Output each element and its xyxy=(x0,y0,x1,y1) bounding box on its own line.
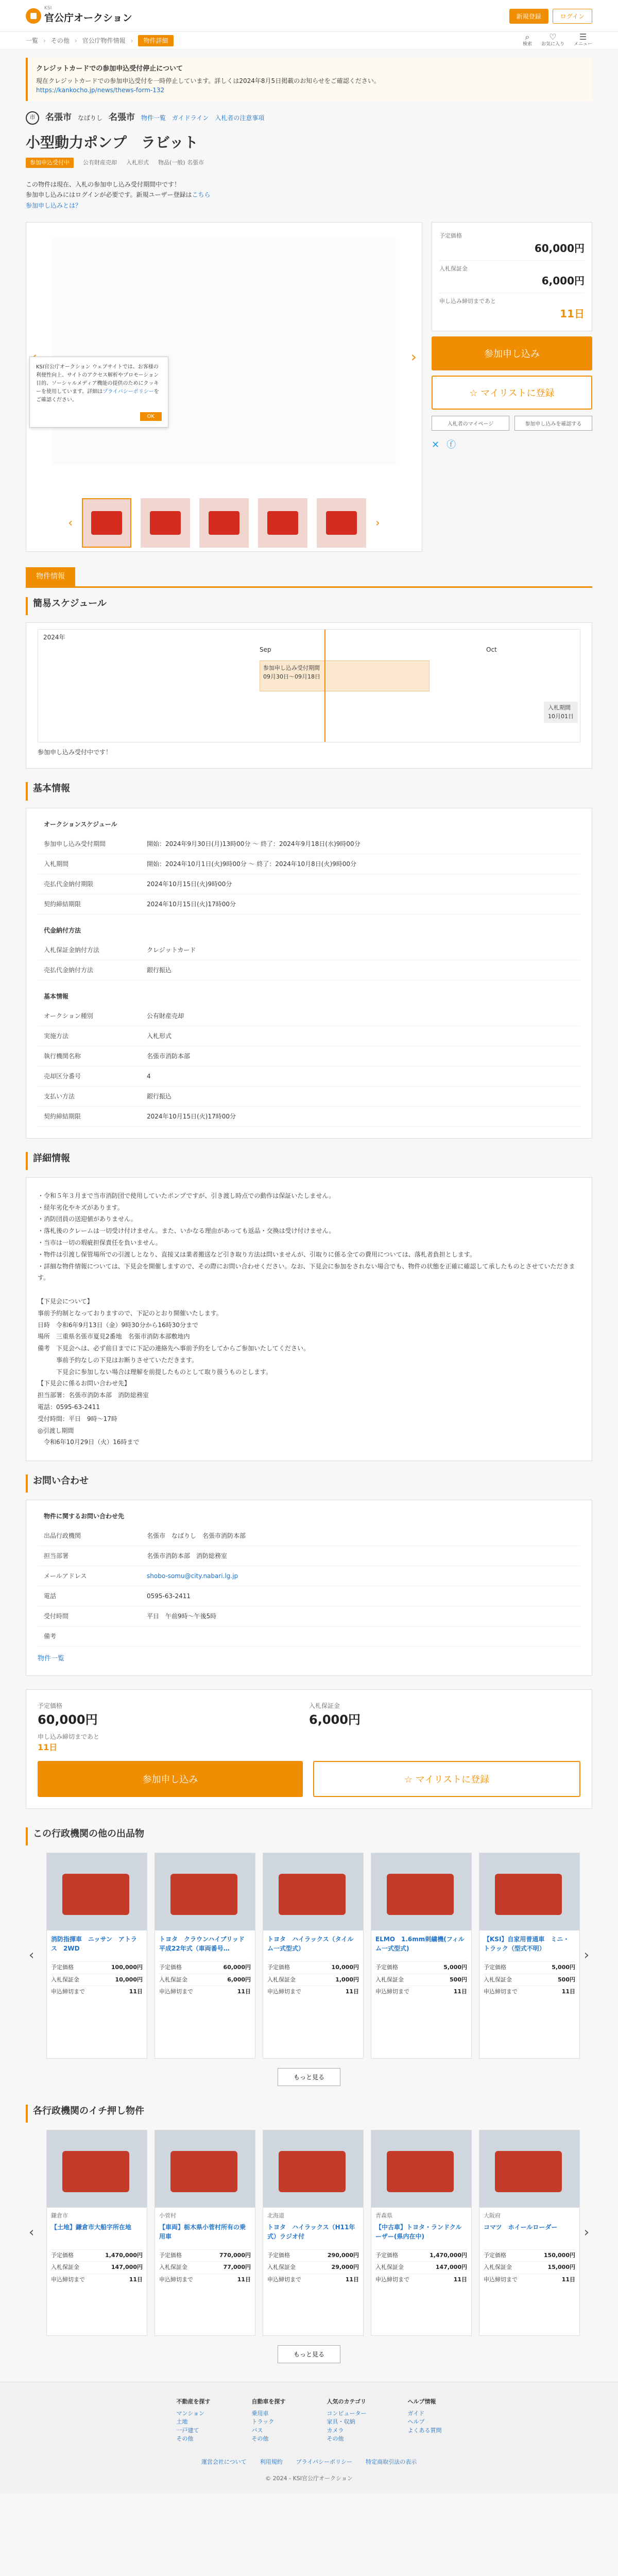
detail-line: ・落札後のクレームは一切受け付けません。また、いかなる理由があっても返品・交換は受け付けません。 xyxy=(38,1227,335,1235)
row-key: 支払い方法 xyxy=(38,1086,141,1106)
row-key: 受付時間 xyxy=(38,1606,141,1626)
footer xyxy=(0,2382,618,2494)
detail-line: 受付時間：平日 9時～17時 xyxy=(38,1415,117,1422)
deposit-price: 6,000円 xyxy=(541,275,585,287)
item-image xyxy=(479,2130,579,2208)
card-title: 消防指揮車 ニッサン アトラス 2WD xyxy=(51,1936,137,1953)
table-row xyxy=(38,1066,580,1086)
carousel-next-icon[interactable]: › xyxy=(583,2225,589,2241)
other-items-title: この行政機関の他の出品物 xyxy=(26,1827,592,1845)
basic-title: 基本情報 xyxy=(26,782,592,800)
tag-method: 入札形式 xyxy=(126,159,149,166)
footer-link[interactable]: 土地 xyxy=(176,2418,188,2426)
card-value: 500円 xyxy=(450,1976,467,1983)
item-card[interactable]: トヨタ クラウンハイブリッド 平成22年式（車両番号… 予定価格 60,000円 入札保証金 6,000円 申込締切まで 11日 xyxy=(154,1853,255,2059)
card-value: 147,000円 xyxy=(435,2264,467,2271)
detail-line: 事前予約なしの下見はお断りさせていただきます。 xyxy=(38,1356,198,1364)
item-card[interactable]: 消防指揮車 ニッサン アトラス 2WD 予定価格 100,000円 入札保証金 10,000円 申込締切まで 11日 xyxy=(46,1853,147,2059)
card-value: 500円 xyxy=(558,1976,575,1983)
city-seal-icon: 市 xyxy=(26,111,39,125)
card-value: 11日 xyxy=(345,1988,359,1995)
footer-link[interactable]: トラック xyxy=(251,2418,274,2426)
footer-link[interactable]: よくある質問 xyxy=(407,2427,442,2434)
card-title: 【車両】栃木県小菅村所有の乗用車 xyxy=(159,2223,246,2240)
basic-info xyxy=(26,808,592,1139)
footer-link[interactable]: カメラ xyxy=(327,2427,344,2434)
cookie-ok-button[interactable]: OK xyxy=(140,412,162,421)
row-key: 実施方法 xyxy=(38,1026,141,1046)
card-value: 1,470,000円 xyxy=(105,2251,143,2259)
row-key: メールアドレス xyxy=(38,1566,141,1586)
card-value: 11日 xyxy=(237,1988,251,1995)
table-row xyxy=(38,1546,580,1566)
table-row xyxy=(38,1106,580,1126)
row-key: 備考 xyxy=(38,1626,141,1647)
detail-line: 備考 下見会へは、必ず前日までに下記の連絡先へ事前予約をしてからご参加いたしてください。 xyxy=(38,1345,310,1352)
table-row xyxy=(38,894,580,914)
heart-icon: ♡ xyxy=(549,32,557,42)
cookie-dialog: KSI官公庁オークション ウェブサイトでは、お客様の利便性向上、サイトのアクセス解析やプロモーション目的、ソーシャルメディア機能の提供のためにクッキーを使用しています。詳細はプライバシーポリシーをご確認ください。 OK xyxy=(29,357,168,428)
org-link-guide[interactable]: ガイドライン xyxy=(172,114,209,122)
bottom-mylist-button[interactable]: ☆ マイリストに登録 xyxy=(313,1761,580,1797)
detail-line: 事前予約制となっておりますので、下記のとおり開催いたします。 xyxy=(38,1309,222,1317)
register-link[interactable]: こちら xyxy=(192,191,211,199)
logo-text: 官公庁オークション xyxy=(44,12,132,24)
thumbnail[interactable] xyxy=(82,498,131,548)
tab-item-info[interactable]: 物件情報 xyxy=(26,567,75,586)
schedule-title: 簡易スケジュール xyxy=(26,597,592,615)
notice-body: 現在クレジットカードでの参加申込受付を一時停止しています。詳しくは2024年8月5日掲載のお知らせをご確認ください。 xyxy=(36,77,380,84)
privacy-link[interactable]: プライバシーポリシー xyxy=(102,389,154,395)
other-items-carousel xyxy=(26,1853,592,2059)
item-image xyxy=(479,1853,579,1930)
favorite-icon-button[interactable]: ♡ お気に入り xyxy=(541,32,564,47)
footer-link[interactable]: バス xyxy=(251,2427,263,2434)
bottom-action-box: 予定価格 60,000円 入札保証金 6,000円 申し込み締切まであと 11日 参加申し込み ☆ マイリストに登録 xyxy=(26,1689,592,1809)
row-value: 名張市消防本部 消防総務室 xyxy=(141,1546,580,1566)
notice-link[interactable]: https://kankocho.jp/news/thews-form-132 xyxy=(36,86,165,94)
row-value: 4 xyxy=(141,1066,580,1086)
detail-line: 【下見会に係るお問い合わせ先】 xyxy=(38,1380,131,1387)
thumbnail[interactable] xyxy=(141,498,190,548)
footer-column: 人気のカテゴリ コンピューター 家具・収納 カメラ その他 xyxy=(327,2398,367,2444)
footer-link[interactable]: ガイド xyxy=(407,2410,425,2417)
detail-line: 【下見会について】 xyxy=(38,1297,93,1305)
footer-link[interactable]: その他 xyxy=(251,2435,269,2443)
month-sep: Sep xyxy=(260,646,271,654)
card-value: 11日 xyxy=(237,2276,251,2283)
card-value: 11日 xyxy=(561,1988,575,1995)
more-button[interactable]: もっと見る xyxy=(278,2345,340,2363)
detail-info xyxy=(26,1177,592,1462)
detail-line: ・令和５年３月まで当市消防団で使用していたポンプですが、引き渡し時点での動作は保証いたしません。 xyxy=(38,1192,335,1199)
table-row xyxy=(38,1586,580,1606)
row-value: 2024年10月15日(火)17時00分 xyxy=(141,894,580,914)
group-row: 基本情報 xyxy=(44,992,69,1000)
schedule-section xyxy=(26,622,592,769)
card-title: 【KSI】自家用普通車 ミニ・トラック（型式不明） xyxy=(484,1936,570,1953)
footer-column: 不動産を探す マンション 土地 一戸建て その他 xyxy=(177,2398,211,2444)
copyright: © 2024 - KSI官公庁オークション xyxy=(265,2475,353,2482)
row-key: 入札保証金納付方法 xyxy=(38,940,141,960)
bid-period-label: 入札期間 10月01日 xyxy=(544,702,578,723)
card-title: ELMO 1.6mm刺繍機(フィルム一式型式) xyxy=(375,1936,465,1953)
row-key: 契約締結期限 xyxy=(38,894,141,914)
card-org: 小菅村 xyxy=(159,2212,176,2219)
table-row xyxy=(38,1526,580,1546)
bottom-join-button[interactable]: 参加申し込み xyxy=(38,1761,303,1797)
card-value: 5,000円 xyxy=(552,1964,575,1971)
row-key: 売払代金納付期限 xyxy=(38,874,141,894)
item-card[interactable]: 大阪府 コマツ ホイールローダー 予定価格 150,000円 入札保証金 15,000円 申込締切まで 11日 xyxy=(479,2130,580,2336)
bottom-deposit: 6,000円 xyxy=(309,1712,360,1727)
card-value: 150,000円 xyxy=(543,2251,575,2259)
schedule-note: 参加申し込み受付中です！ xyxy=(38,749,112,756)
card-value: 5,000円 xyxy=(443,1964,467,1971)
item-list-link[interactable]: 物件一覧 xyxy=(38,1655,65,1663)
group-row: 代金納付方法 xyxy=(44,926,81,934)
next-arrow-icon[interactable]: › xyxy=(410,348,417,366)
detail-line: 令和6年10月29日（火）16時まで xyxy=(38,1438,140,1446)
main-image xyxy=(52,238,396,465)
item-image xyxy=(263,2130,363,2208)
tags xyxy=(26,158,592,168)
row-key: 担当部署 xyxy=(38,1546,141,1566)
card-value: 11日 xyxy=(345,2276,359,2283)
help-link[interactable]: 参加申し込みとは？ xyxy=(26,201,82,209)
card-value: 29,000円 xyxy=(331,2264,359,2271)
menu-icon-button[interactable]: ☰ メニュー xyxy=(573,32,592,47)
card-value: 6,000円 xyxy=(227,1976,251,1983)
footer-link[interactable]: 家具・収納 xyxy=(327,2418,355,2426)
login-button[interactable]: ログイン xyxy=(553,9,592,24)
table-row xyxy=(38,834,580,854)
card-value: 290,000円 xyxy=(327,2251,359,2259)
footer-link[interactable]: 運営会社について xyxy=(201,2458,247,2465)
card-title: トヨタ ハイラックス（H11年式）ラジオ付 xyxy=(267,2223,355,2240)
table-row xyxy=(38,1046,580,1066)
row-value: 名張市 なばりし 名張市消防本部 xyxy=(141,1526,580,1546)
crumb-3[interactable]: 官公庁物件情報 xyxy=(82,37,126,44)
row-value: 入札形式 xyxy=(141,1026,580,1046)
card-value: 11日 xyxy=(453,1988,467,1995)
item-card[interactable]: 鎌倉市 【土地】鎌倉市大船字所在地 予定価格 1,470,000円 入札保証金 147,000円 申込締切まで 11日 xyxy=(46,2130,147,2336)
org-name: 名張市 xyxy=(45,112,72,123)
bottom-start-price: 60,000円 xyxy=(38,1712,98,1727)
detail-line: 担当部署：名張市消防本部 消防総務室 xyxy=(38,1392,149,1399)
org-reading: なばりし xyxy=(78,114,103,122)
footer-link[interactable]: 特定商取引法の表示 xyxy=(366,2458,417,2465)
card-value: 770,000円 xyxy=(219,2251,251,2259)
item-image xyxy=(47,1853,147,1930)
search-icon-button[interactable]: ⌕ 検索 xyxy=(522,32,532,47)
footer-link[interactable]: 乗用車 xyxy=(251,2410,269,2417)
footer-link[interactable]: 利用規約 xyxy=(260,2458,283,2465)
thumbnail-strip xyxy=(26,498,422,548)
mypage-button[interactable]: 入札者のマイページ xyxy=(432,416,509,431)
item-image xyxy=(47,2130,147,2208)
table-row xyxy=(38,1626,580,1647)
row-key: 入札期間 xyxy=(38,854,141,874)
footer-column: 自動車を探す 乗用車 トラック バス その他 xyxy=(252,2398,286,2444)
twitter-icon[interactable]: ✕ xyxy=(432,439,440,450)
join-button[interactable]: 参加申し込み xyxy=(432,336,592,370)
item-card[interactable]: 小菅村 【車両】栃木県小菅村所有の乗用車 予定価格 770,000円 入札保証金 77,000円 申込締切まで 11日 xyxy=(154,2130,255,2336)
group-row: 物件に関するお問い合わせ先 xyxy=(44,1513,125,1520)
card-title: 【中古車】トヨタ・ランドクルーザー(県内在中) xyxy=(375,2223,462,2240)
org-link-notes[interactable]: 入札者の注意事項 xyxy=(215,114,265,122)
today-line xyxy=(324,630,325,742)
row-value: 2024年10月15日(火)9時00分 xyxy=(141,874,580,894)
start-price: 60,000円 xyxy=(534,242,585,255)
header xyxy=(0,0,618,32)
logo-small: KSI xyxy=(44,6,52,11)
item-image xyxy=(371,2130,471,2208)
card-title: トヨタ ハイラックス（タイルム一式型式） xyxy=(267,1936,354,1953)
row-value: 開始：2024年10月1日(火)9時00分 ～ 終了：2024年10月8日(火)9時00分 xyxy=(141,854,580,874)
crumb-current: 物件詳細 xyxy=(138,35,173,46)
card-value: 1,470,000円 xyxy=(430,2251,467,2259)
table-row xyxy=(38,1566,580,1586)
contact-info xyxy=(26,1500,592,1676)
table-row xyxy=(38,940,580,960)
detail-line: ・当市は一切の瑕疵担保責任を負いません。 xyxy=(38,1239,162,1246)
card-org: 鎌倉市 xyxy=(51,2212,68,2219)
logo-icon xyxy=(26,8,41,24)
card-title: 【土地】鎌倉市大船字所在地 xyxy=(51,2223,132,2231)
card-value: 11日 xyxy=(453,2276,467,2283)
crumb-1[interactable]: 一覧 xyxy=(26,37,39,44)
schedule-year: 2024年 xyxy=(43,634,65,641)
register-button[interactable]: 新規登録 xyxy=(509,9,548,24)
footer-link[interactable]: ヘルプ xyxy=(407,2418,425,2426)
row-key: 参加申し込み受付期間 xyxy=(38,834,141,854)
row-value: 2024年10月15日(火)17時00分 xyxy=(141,1106,580,1126)
carousel-next-icon[interactable]: › xyxy=(583,1947,589,1963)
row-key: 契約締結期限 xyxy=(38,1106,141,1126)
facebook-icon[interactable]: ⓕ xyxy=(447,439,456,450)
row-value[interactable]: shobo-somu@city.nabari.lg.jp xyxy=(141,1566,580,1586)
detail-line: ・物件は引渡し保管場所での引渡しとなり、直接又は業者搬送など引き取り方法は問いませんが、引取りに係る全ての費用については、落札者負担とします。 xyxy=(38,1250,476,1258)
thumbnail[interactable] xyxy=(258,498,307,548)
card-value: 10,000円 xyxy=(331,1964,359,1971)
table-row xyxy=(38,1026,580,1046)
month-oct: Oct xyxy=(486,646,497,654)
footer-link[interactable]: マンション xyxy=(176,2410,205,2417)
row-value: 銀行振込 xyxy=(141,960,580,980)
footer-link[interactable]: その他 xyxy=(176,2435,194,2443)
item-card[interactable]: 北海道 トヨタ ハイラックス（H11年式）ラジオ付 予定価格 290,000円 入札保証金 29,000円 申込締切まで 11日 xyxy=(263,2130,364,2336)
bottom-remaining: 11日 xyxy=(38,1742,58,1752)
row-value: クレジットカード xyxy=(141,940,580,960)
logo[interactable] xyxy=(26,6,132,26)
mylist-button[interactable]: ☆ マイリストに登録 xyxy=(432,376,592,410)
thumbnail[interactable] xyxy=(317,498,366,548)
notice-title: クレジットカードでの参加申込受付停止について xyxy=(36,65,183,73)
row-key: 出品行政機関 xyxy=(38,1526,141,1546)
detail-line: 電話：0595-63-2411 xyxy=(38,1403,100,1411)
group-row: オークションスケジュール xyxy=(44,820,117,828)
row-key: 電話 xyxy=(38,1586,141,1606)
remaining-days: 11日 xyxy=(560,307,585,320)
row-key: 売却区分番号 xyxy=(38,1066,141,1086)
table-row xyxy=(38,854,580,874)
item-card[interactable]: トヨタ ハイラックス（タイルム一式型式） 予定価格 10,000円 入札保証金 1,000円 申込締切まで 11日 xyxy=(263,1853,364,2059)
footer-link[interactable]: プライバシーポリシー xyxy=(296,2458,353,2465)
table-row xyxy=(38,874,580,894)
item-image xyxy=(155,2130,255,2208)
org-city: 名張市 xyxy=(109,112,135,123)
detail-title: 詳細情報 xyxy=(26,1152,592,1170)
table-row xyxy=(38,960,580,980)
pickup-carousel xyxy=(26,2130,592,2336)
detail-line: ・消防団員の送迎値がありません。 xyxy=(38,1215,137,1223)
card-value: 60,000円 xyxy=(223,1964,251,1971)
card-title: コマツ ホイールローダー xyxy=(484,2223,558,2231)
table-row xyxy=(38,1006,580,1026)
page-title: 小型動力ポンプ ラビット xyxy=(26,133,198,151)
item-image xyxy=(371,1853,471,1930)
card-value: 11日 xyxy=(129,2276,143,2283)
card-value: 15,000円 xyxy=(547,2264,575,2271)
row-value: 開始：2024年9月30日(月)13時00分 ～ 終了：2024年9月18日(水)9時00分 xyxy=(141,834,580,854)
card-value: 1,000円 xyxy=(335,1976,359,1983)
row-value: 0595-63-2411 xyxy=(141,1586,580,1606)
row-value: 名張市消防本部 xyxy=(141,1046,580,1066)
card-org: 北海道 xyxy=(267,2212,284,2219)
status-badge: 参加申込受付中 xyxy=(26,158,74,168)
star-icon: ☆ xyxy=(404,1774,416,1785)
thumbnail[interactable] xyxy=(199,498,249,548)
more-button[interactable]: もっと見る xyxy=(278,2068,340,2086)
org-link-list[interactable]: 物件一覧 xyxy=(141,114,166,122)
notice-banner xyxy=(26,58,592,101)
footer-column: ヘルプ情報 ガイド ヘルプ よくある質問 xyxy=(408,2398,442,2444)
menu-icon: ☰ xyxy=(579,32,587,42)
thumb-next-icon[interactable]: › xyxy=(375,516,380,530)
detail-line: ・経年劣化やキズがあります。 xyxy=(38,1204,124,1211)
table-row xyxy=(38,1086,580,1106)
row-key: 執行機関名称 xyxy=(38,1046,141,1066)
card-value: 147,000円 xyxy=(111,2264,143,2271)
price-box: 予定価格 60,000円 入札保証金 6,000円 申し込み締切まであと 11日 xyxy=(432,222,592,331)
detail-line: 日時 令和6年9月13日（金）9時30分から16時30分まで xyxy=(38,1321,198,1329)
intro-text: この物件は現在、入札の参加申し込み受付期間中です！ 参加申し込みにはログインが必要です。新規ユーザー登録はこちら 参加申し込みとは？ xyxy=(26,181,211,209)
card-value: 100,000円 xyxy=(111,1964,143,1971)
carousel-prev-icon[interactable]: ‹ xyxy=(29,2225,35,2241)
row-value: 銀行振込 xyxy=(141,1086,580,1106)
tag-type: 公有財産売却 xyxy=(83,159,117,166)
row-value xyxy=(141,1626,580,1647)
item-image xyxy=(155,1853,255,1930)
check-application-button[interactable]: 参加申し込みを確認する xyxy=(514,416,592,431)
card-org: 青森県 xyxy=(375,2212,392,2219)
item-card[interactable]: ELMO 1.6mm刺繍機(フィルム一式型式) 予定価格 5,000円 入札保証金 500円 申込締切まで 11日 xyxy=(371,1853,472,2059)
pickup-title: 各行政機関のイチ押し物件 xyxy=(26,2105,592,2123)
footer-link[interactable]: その他 xyxy=(327,2435,344,2443)
crumb-2[interactable]: その他 xyxy=(50,37,70,44)
card-org: 大阪府 xyxy=(484,2212,501,2219)
detail-line: ◎引渡し期間 xyxy=(38,1427,74,1434)
carousel-prev-icon[interactable]: ‹ xyxy=(29,1947,35,1963)
item-card[interactable]: 【KSI】自家用普通車 ミニ・トラック（型式不明） 予定価格 5,000円 入札保証金 500円 申込締切まで 11日 xyxy=(479,1853,580,2059)
card-value: 11日 xyxy=(561,2276,575,2283)
card-value: 11日 xyxy=(129,1988,143,1995)
application-period-bar: 参加申し込み受付期間 09月30日～09月18日 xyxy=(260,660,430,691)
row-key: オークション種別 xyxy=(38,1006,141,1026)
card-value: 77,000円 xyxy=(223,2264,251,2271)
card-title: トヨタ クラウンハイブリッド 平成22年式（車両番号… xyxy=(159,1936,251,1953)
detail-line: ・詳細な物件情報については、下見会を開催しますので、その際にお問い合わせください。なお、下見会に参加をされない場合でも、物件の状態を正確に確認して承したものとさせていただきます。 xyxy=(38,1262,575,1282)
card-value: 10,000円 xyxy=(115,1976,143,1983)
detail-line: 下見会に参加しない場合は理解を前提したものとして取り扱うものとします。 xyxy=(38,1368,272,1376)
tag-category: 物品(一般) 名張市 xyxy=(158,159,204,166)
item-image xyxy=(263,1853,363,1930)
row-key: 売払代金納付方法 xyxy=(38,960,141,980)
detail-line: 場所 三重県名張市夏見2番地 名張市消防本部敷地内 xyxy=(38,1333,190,1341)
search-icon: ⌕ xyxy=(525,32,530,42)
row-value: 平日 午前9時～午後5時 xyxy=(141,1606,580,1626)
table-row xyxy=(38,1606,580,1626)
footer-link[interactable]: 一戸建て xyxy=(176,2427,199,2434)
footer-link[interactable]: コンピューター xyxy=(327,2410,367,2417)
star-icon: ☆ xyxy=(469,387,481,399)
row-value: 公有財産売却 xyxy=(141,1006,580,1026)
item-card[interactable]: 青森県 【中古車】トヨタ・ランドクルーザー(県内在中) 予定価格 1,470,000円 入札保証金 147,000円 申込締切まで 11日 xyxy=(371,2130,472,2336)
image-gallery xyxy=(26,222,422,552)
org-bar xyxy=(26,111,592,125)
detail-line xyxy=(38,1284,580,1296)
breadcrumb: 一覧 › その他 › 官公庁物件情報 › 物件詳細 xyxy=(26,35,174,46)
contact-title: お問い合わせ xyxy=(26,1475,592,1493)
thumb-prev-icon[interactable]: ‹ xyxy=(68,516,73,530)
